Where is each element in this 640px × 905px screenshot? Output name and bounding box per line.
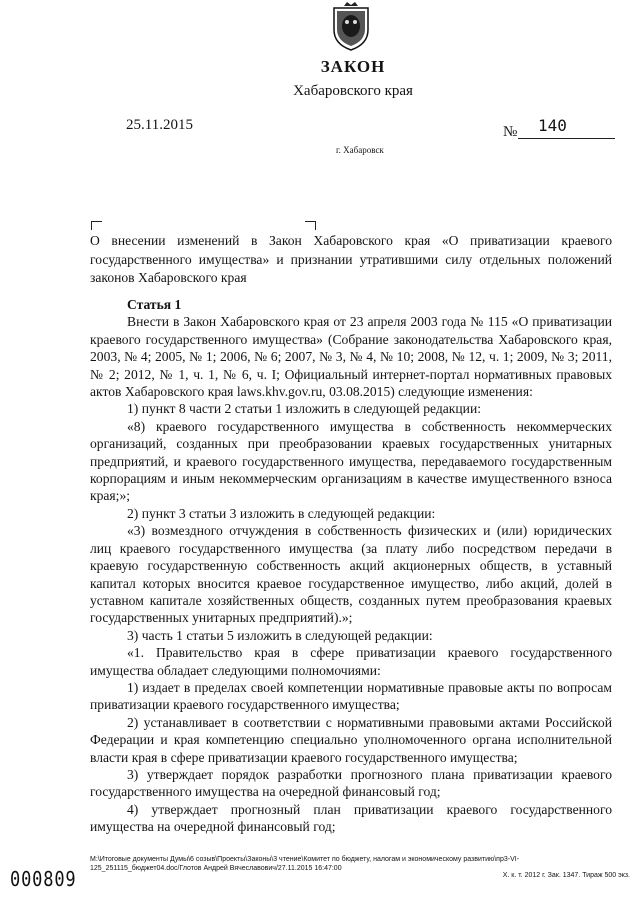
document-title: ЗАКОН <box>320 57 386 76</box>
heading-bracket-left <box>91 221 102 230</box>
file-path-line: 125_251115_бюджет04.doc/Глотов Андрей Вячеславович/27.11.2015 16:47:00 <box>90 865 342 872</box>
paragraph: 1) пункт 8 части 2 статьи 1 изложить в следующей редакции: <box>127 401 482 417</box>
paragraph: 3) часть 1 статьи 5 изложить в следующей редакции: <box>127 627 433 643</box>
file-path-line: М:\Итоговые документы Думы\6 созыв\Проекты\Законы\3 чтение\Комитет по бюджету, налогам и экономическому развитию\пр3-VI- <box>90 856 520 863</box>
coat-of-arms-emblem <box>330 2 372 52</box>
heading-bracket-right <box>305 221 316 230</box>
paragraph: Внести в Закон Хабаровского края от 23 апреля 2003 года № 115 «О приватизации краевого государственного имущества» (Собрание законодательства Хабаровского края, 2003, № 4; 2005, № 1; 2006, № 6; 2007, № 3, № 4, № 10; 2008, № 12, ч. 1; 2009, № 3; 2011, № 2; 2012, № 1, ч. 1, № 6, ч. I; Официальный интернет-портал нормативных правовых актов Хабаровского края laws.khv.gov.ru, 03.08.2015) следующие изменения: <box>90 314 612 400</box>
law-heading: О внесении изменений в Закон Хабаровского края «О приватизации краевого государственного имущества» и признании утратившими силу отдельных положений законов Хабаровского края <box>90 233 612 285</box>
paragraph: 1) издает в пределах своей компетенции нормативные правовые акты по вопросам приватизации краевого государственного имущества; <box>90 679 612 713</box>
document-subtitle: Хабаровского края <box>293 83 413 99</box>
paragraph: «3) возмездного отчуждения в собственность физических и (или) юридических лиц краевого государственного имущества (за плату либо посредством передачи в краевую государственную собственность акций акционерных обществ, в уставный капитал которых вносится краевое государственное имущество, либо акций, долей в уставном капитале хозяйственных обществ, созданных путем преобразования краевых государственных унитарных предприятий).»; <box>90 523 612 626</box>
paragraph: «1. Правительство края в сфере приватизации краевого государственного имущества обладает следующими полномочиями: <box>90 645 612 678</box>
paragraph: «8) краевого государственного имущества в собственность некоммерческих организаций, созданных при преобразовании краевых государственных унитарных предприятий, и краевого государственного имущества, передаваемого государственным корпорациям и иным некоммерческим организациям в качестве имущественного взноса края;»; <box>90 418 612 504</box>
paragraph: 4) утверждает прогнозный план приватизации краевого государственного имущества на очередной финансовый год; <box>90 801 612 835</box>
law-body <box>90 296 612 836</box>
document-number: 140 <box>538 116 567 135</box>
print-info: Х. к. т. 2012 г. Зак. 1347. Тираж 500 экз. <box>502 872 630 879</box>
paragraph: 2) устанавливает в соответствии с нормативными правовыми актами Российской Федерации и края компетенцию специально уполномоченного органа исполнительной власти края в сфере приватизации краевого государственного имущества; <box>90 714 612 765</box>
paragraph: 2) пункт 3 статьи 3 изложить в следующей редакции: <box>127 505 436 521</box>
number-underline <box>518 138 615 139</box>
number-label: № <box>503 124 518 140</box>
document-date: 25.11.2015 <box>126 117 193 133</box>
paragraph: 3) утверждает порядок разработки прогнозного плана приватизации краевого государственного имущества на очередной финансовый год; <box>90 766 612 800</box>
file-path-footer <box>90 855 610 873</box>
city-label: г. Хабаровск <box>336 145 384 155</box>
article-title: Статья 1 <box>127 297 182 312</box>
page-stamp-number: 000809 <box>10 867 77 891</box>
